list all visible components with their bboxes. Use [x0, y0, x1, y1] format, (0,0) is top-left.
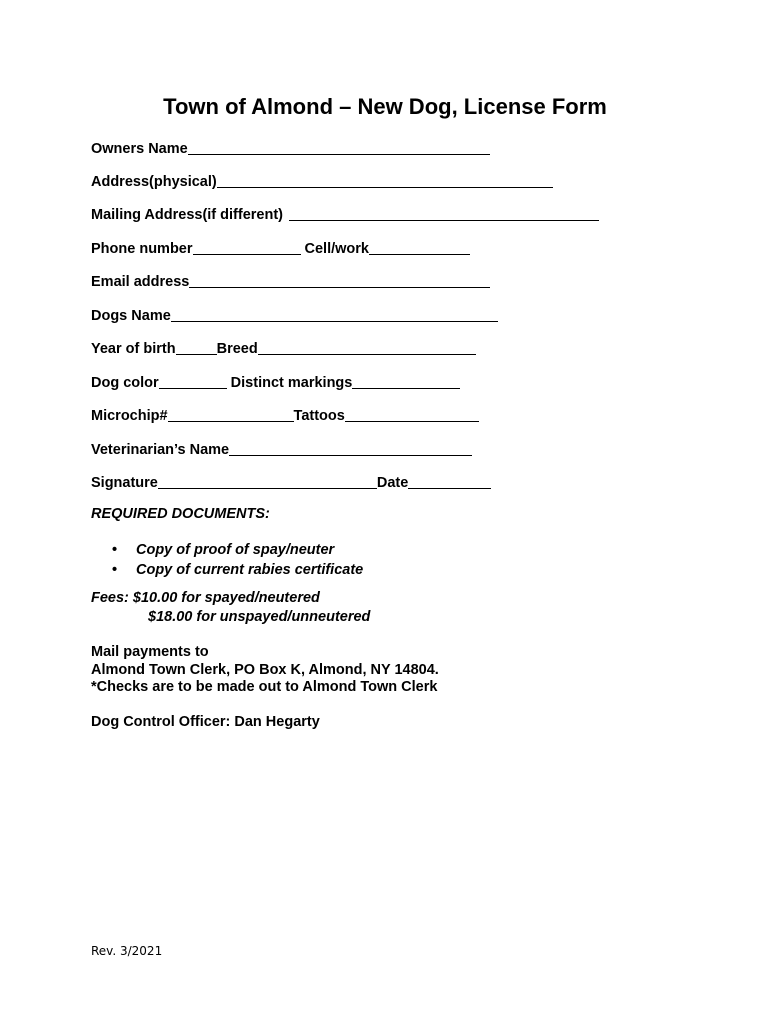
date-label: Date [376, 475, 409, 491]
year-of-birth-blank[interactable] [176, 340, 217, 355]
microchip-blank[interactable] [168, 407, 294, 422]
distinct-markings-blank[interactable] [352, 374, 460, 389]
distinct-markings-label: Distinct markings [230, 375, 353, 391]
mailing-address-blank[interactable] [289, 206, 599, 221]
mailing-address-row [91, 203, 599, 223]
mailing-address-label: Mailing Address(if different) [91, 207, 283, 223]
dog-color-label: Dog color [91, 375, 159, 391]
dogs-name-blank[interactable] [171, 307, 498, 322]
year-of-birth-label: Year of birth [91, 341, 176, 357]
fees-spayed: Fees: $10.00 for spayed/neutered [91, 590, 320, 606]
required-documents-heading: REQUIRED DOCUMENTS: [91, 506, 270, 522]
owners-name-row [91, 137, 490, 157]
checks-note: *Checks are to be made out to Almond Town Clerk [91, 679, 438, 695]
tattoos-label: Tattoos [293, 408, 345, 424]
dog-control-officer: Dog Control Officer: Dan Hegarty [91, 714, 320, 730]
list-item [112, 560, 363, 580]
veterinarian-name-blank[interactable] [229, 441, 472, 456]
birth-breed-row [91, 337, 476, 357]
breed-blank[interactable] [258, 340, 476, 355]
phone-row [91, 237, 470, 257]
list-item [112, 540, 363, 560]
email-address-label: Email address [91, 274, 190, 290]
mail-address: Almond Town Clerk, PO Box K, Almond, NY 14804. [91, 661, 439, 678]
dog-color-blank[interactable] [159, 374, 227, 389]
phone-number-blank[interactable] [193, 240, 301, 255]
bullet-icon: • [112, 562, 118, 578]
signature-label: Signature [91, 475, 158, 491]
color-markings-row [91, 371, 460, 391]
dogs-name-row [91, 304, 498, 324]
bullet-icon: • [112, 542, 118, 558]
microchip-tattoos-row [91, 404, 479, 424]
signature-blank[interactable] [158, 474, 377, 489]
email-row [91, 270, 490, 290]
date-blank[interactable] [408, 474, 491, 489]
address-physical-blank[interactable] [217, 173, 553, 188]
owners-name-blank[interactable] [188, 140, 490, 155]
phone-number-label: Phone number [91, 241, 193, 257]
microchip-label: Microchip# [91, 408, 168, 424]
required-document-spay-neuter: Copy of proof of spay/neuter [136, 542, 335, 558]
fees-unspayed: $18.00 for unspayed/unneutered [148, 609, 371, 625]
dogs-name-label: Dogs Name [91, 308, 171, 324]
veterinarian-name-label: Veterinarian’s Name [91, 442, 230, 458]
fees-block [91, 589, 370, 627]
address-physical-label: Address(physical) [91, 174, 217, 190]
revision-note: Rev. 3/2021 [91, 944, 163, 958]
mail-payments-block [91, 644, 439, 697]
address-physical-row [91, 170, 553, 190]
breed-label: Breed [216, 341, 258, 357]
tattoos-blank[interactable] [345, 407, 479, 422]
veterinarian-row [91, 438, 472, 458]
cell-work-label: Cell/work [304, 241, 369, 257]
required-documents-list [112, 540, 363, 580]
cell-work-blank[interactable] [369, 240, 470, 255]
mail-payments-heading: Mail payments to [91, 644, 209, 660]
signature-date-row [91, 471, 491, 491]
email-address-blank[interactable] [189, 273, 490, 288]
required-document-rabies: Copy of current rabies certificate [136, 562, 364, 578]
page-title: Town of Almond – New Dog, License Form [163, 94, 607, 119]
owners-name-label: Owners Name [91, 141, 188, 157]
